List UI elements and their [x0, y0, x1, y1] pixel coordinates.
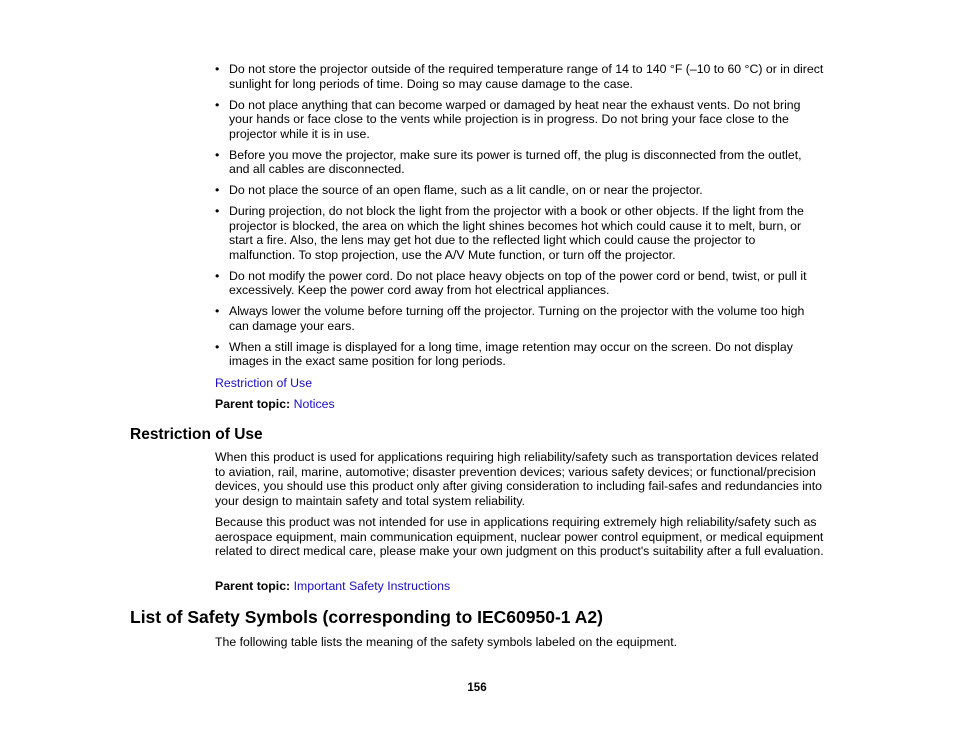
- list-item: [215, 204, 825, 262]
- parent-topic-label: Parent topic:: [215, 579, 291, 593]
- page-number: 156: [467, 682, 487, 694]
- bullet-icon: •: [215, 304, 220, 318]
- safety-symbols-intro: The following table lists the meaning of the safety symbols labeled on the equipment.: [215, 635, 678, 649]
- parent-topic-row-2: [215, 579, 450, 594]
- bullet-text: Do not store the projector outside of the required temperature range of 14 to 140 °F (–10 to 60 °C) or in direct sunlight for long periods of time. Doing so may cause damage to the case.: [229, 62, 824, 91]
- list-item: [215, 148, 825, 177]
- bullet-icon: •: [215, 268, 220, 283]
- bullet-text: Do not modify the power cord. Do not place heavy objects on top of the power cord or bend, twist, or pull it excessively. Keep the power cord away from hot electrical appliances.: [229, 268, 807, 297]
- parent-topic-row: [215, 397, 335, 412]
- bullet-icon: •: [215, 62, 220, 76]
- bullet-text: Always lower the volume before turning off the projector. Turning on the projector with the volume too high can damage your ears.: [229, 304, 805, 333]
- list-item: [215, 98, 825, 142]
- restriction-heading: Restriction of Use: [130, 426, 263, 443]
- bullet-text: Do not place anything that can become warped or damaged by heat near the exhaust vents. Do not bring your hands or face close to the vents while projection is in progress. Do not bring your face close to the projector while it is in use.: [229, 97, 801, 141]
- related-topic-row: [215, 376, 312, 391]
- restriction-of-use-link[interactable]: Restriction of Use: [215, 376, 313, 390]
- list-item: [215, 62, 825, 91]
- bullet-text: When a still image is displayed for a long time, image retention may occur on the screen. Do not display images in the exact same position for long periods.: [229, 339, 793, 368]
- restriction-paragraph-1: When this product is used for applications requiring high reliability/safety such as transportation devices related to aviation, rail, marine, automotive; disaster prevention devices; various safety devices; or functional/precision devices, you should use this product only after giving consideration to including fail-safes and redundancies into your design to maintain safety and total system reliability.: [215, 450, 823, 508]
- bullet-text: Do not place the source of an open flame, such as a lit candle, on or near the projector.: [229, 183, 703, 197]
- notices-link[interactable]: Notices: [293, 397, 335, 411]
- bullet-text: Before you move the projector, make sure its power is turned off, the plug is disconnected from the outlet, and all cables are disconnected.: [229, 147, 802, 176]
- list-item: [215, 183, 825, 198]
- safety-symbols-heading: List of Safety Symbols (corresponding to IEC60950-1 A2): [130, 607, 603, 627]
- bullet-text: During projection, do not block the light from the projector with a book or other objects. If the light from the projector is blocked, the area on which the light shines becomes hot which could cause it to melt, burn, or start a fire. Also, the lens may get hot due to the reflected light which could cause the projector to malfunction. To stop projection, use the A/V Mute function, or turn off the projector.: [229, 204, 804, 262]
- restriction-paragraph-2: Because this product was not intended for use in applications requiring extremely high reliability/safety such as aerospace equipment, main communication equipment, nuclear power control equipment, or medical equipment related to direct medical care, please make your own judgment on this product's suitability after a full evaluation.: [215, 515, 824, 558]
- parent-topic-label: Parent topic:: [215, 397, 291, 411]
- important-safety-instructions-link[interactable]: Important Safety Instructions: [293, 579, 451, 593]
- list-item: [215, 304, 825, 333]
- list-item: [215, 340, 825, 369]
- bullet-icon: •: [215, 147, 220, 162]
- bullet-icon: •: [215, 97, 220, 112]
- list-item: [215, 269, 825, 298]
- safety-bullet-list: [215, 62, 825, 375]
- bullet-icon: •: [215, 339, 220, 354]
- bullet-icon: •: [215, 183, 220, 197]
- bullet-icon: •: [215, 204, 220, 218]
